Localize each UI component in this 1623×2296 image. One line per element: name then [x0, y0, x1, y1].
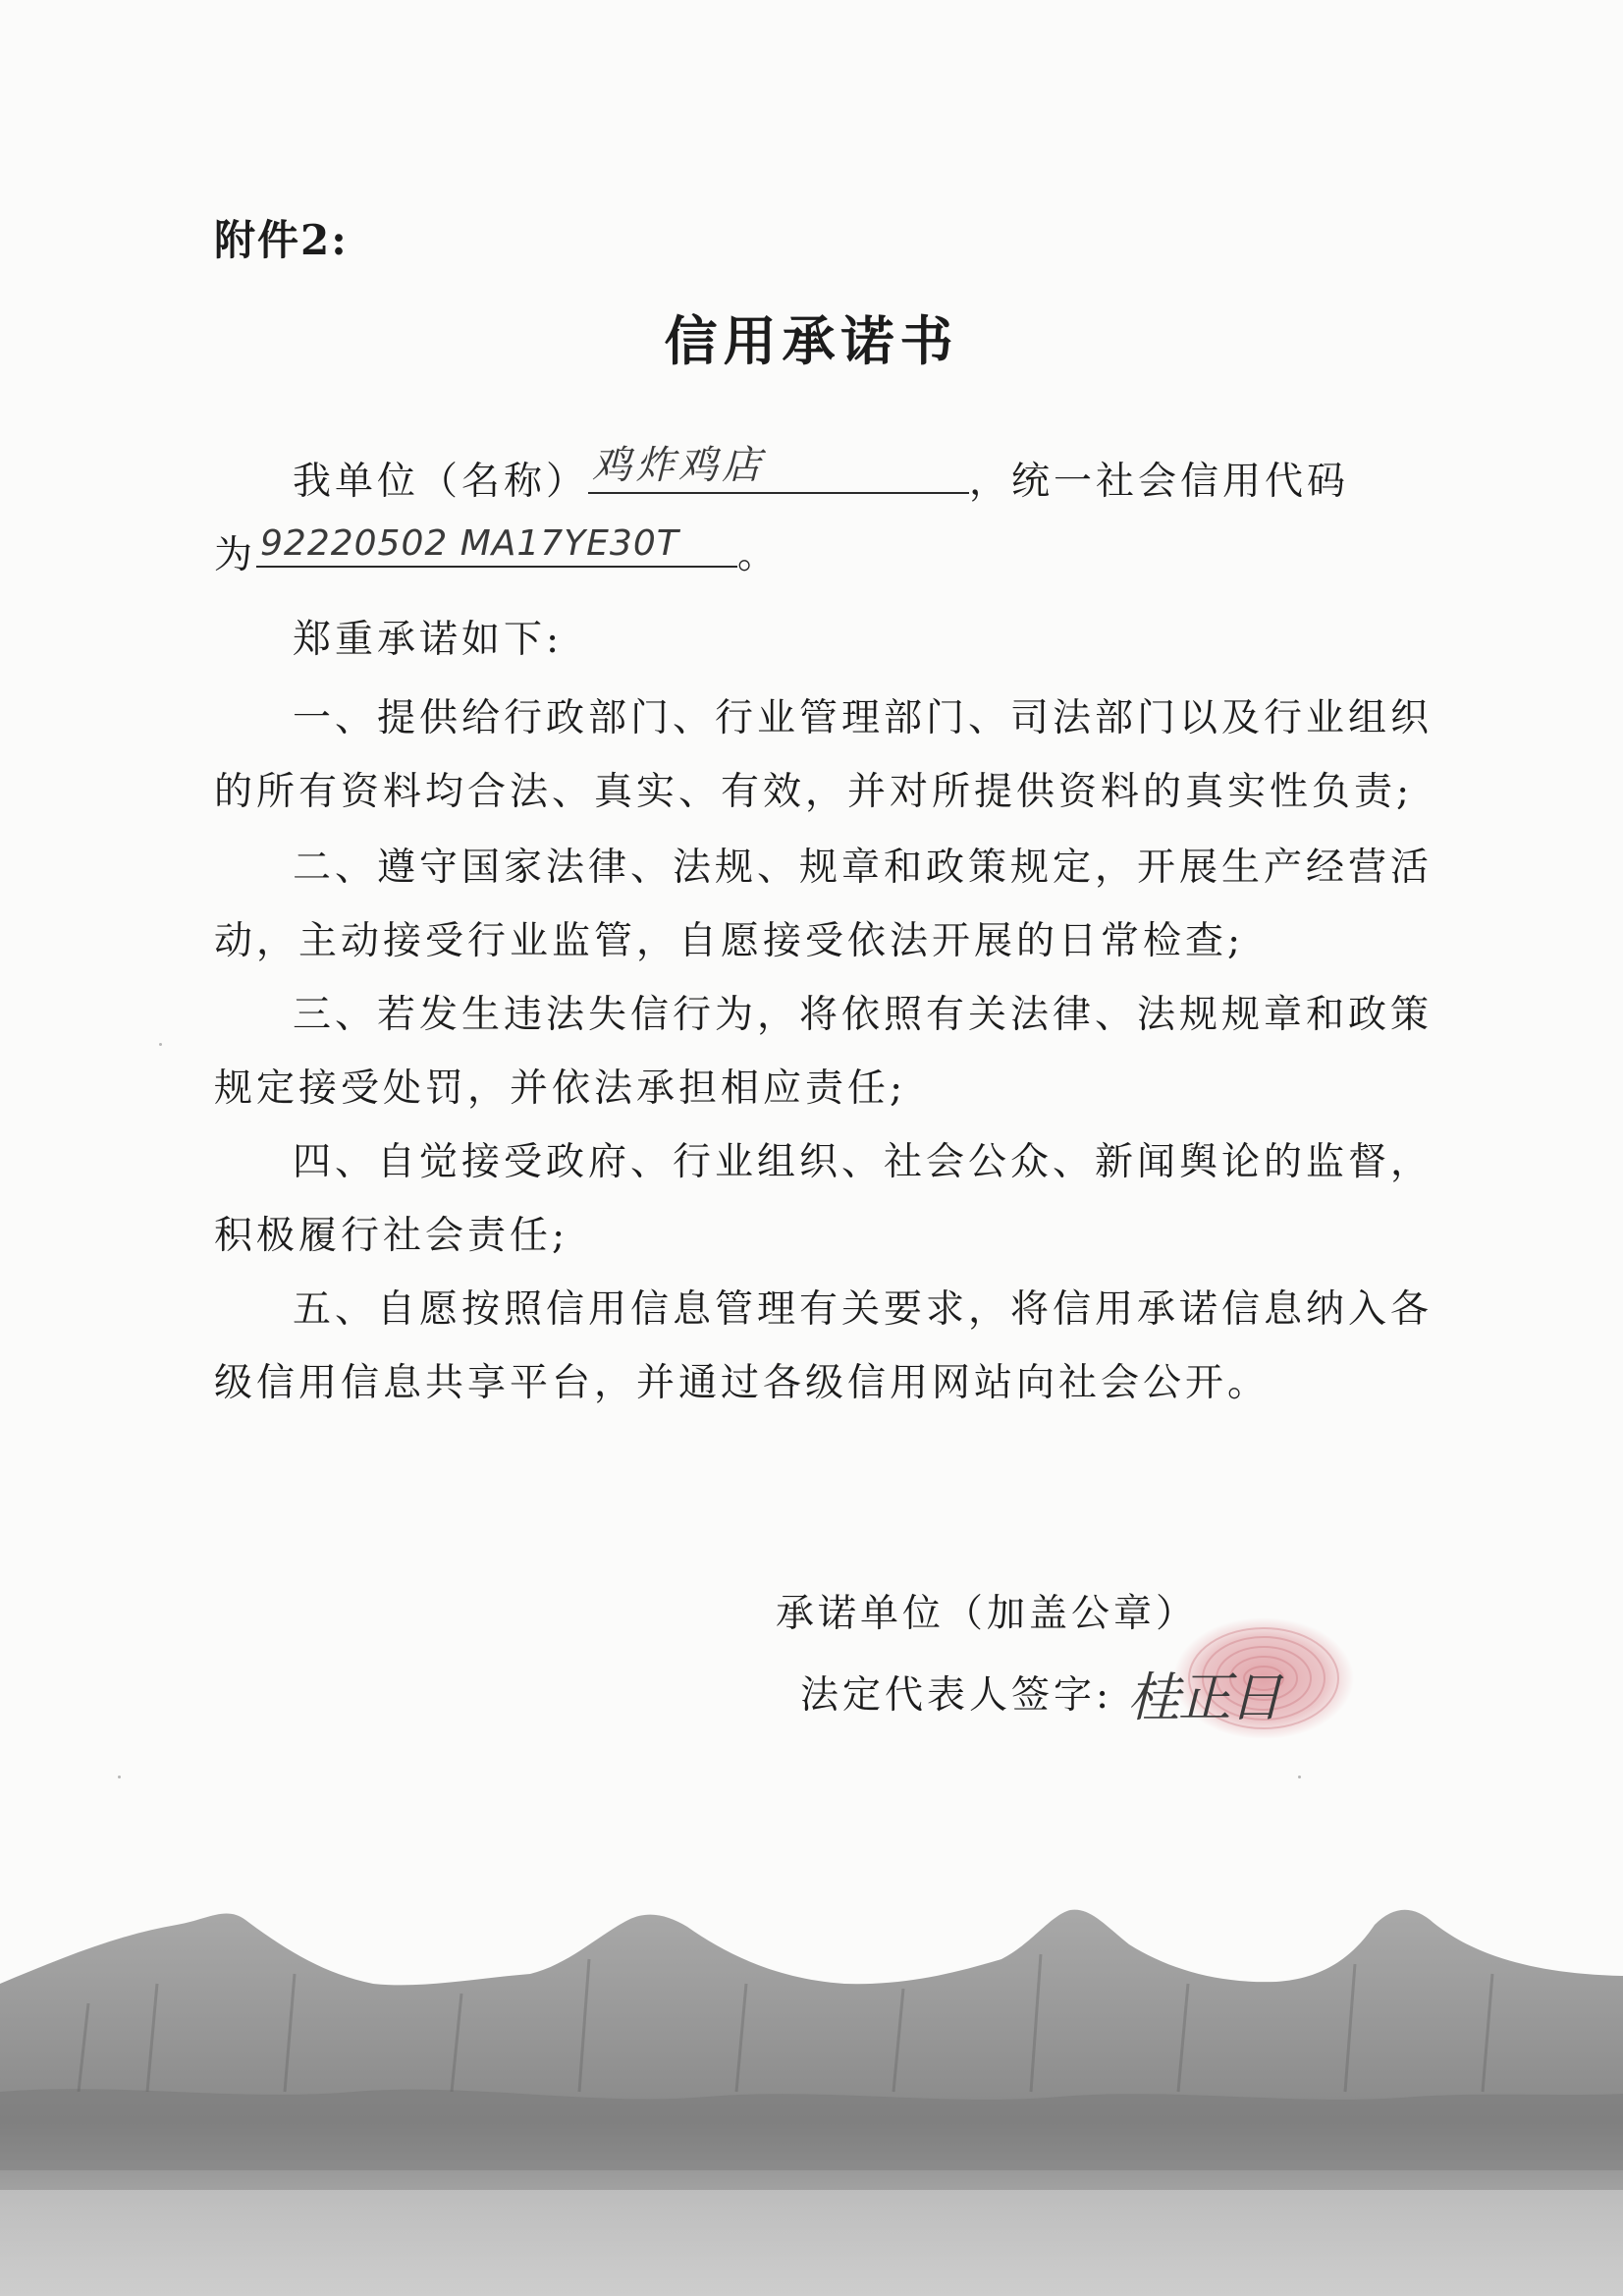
scan-speck	[1298, 1776, 1301, 1778]
intro-line-2	[214, 520, 780, 579]
intro-line-1	[293, 443, 1350, 506]
credit-code-handwriting: 92220502 MA17YE30T	[260, 523, 679, 564]
credit-code-field	[256, 520, 737, 568]
scan-speck	[159, 1043, 162, 1046]
paragraph-5-line-2: 级信用信息共享平台，并通过各级信用网站向社会公开。	[214, 1361, 1271, 1405]
scan-speck	[118, 1776, 121, 1778]
paragraph-4-line-2: 积极履行社会责任;	[214, 1214, 569, 1258]
intro-suffix: ，统一社会信用代码	[969, 460, 1350, 504]
commitment-unit-label: 承诺单位（加盖公章）	[776, 1592, 1199, 1636]
paragraph-3-line-1: 三、若发生违法失信行为，将依照有关法律、法规规章和政策	[293, 993, 1434, 1037]
unit-name-handwriting: 鸡炸鸡店	[592, 443, 766, 488]
unit-name-field	[588, 443, 969, 494]
paragraph-2-line-2: 动，主动接受行业监管，自愿接受依法开展的日常检查;	[214, 919, 1245, 963]
legal-rep-signature: 桂正日	[1127, 1667, 1280, 1728]
paragraph-4-line-1: 四、自觉接受政府、行业组织、社会公众、新闻舆论的监督，	[293, 1140, 1434, 1184]
paragraph-1-line-1: 一、提供给行政部门、行业管理部门、司法部门以及行业组织	[293, 696, 1434, 740]
document-title: 信用承诺书	[664, 309, 959, 372]
paragraph-1-line-2: 的所有资料均合法、真实、有效，并对所提供资料的真实性负责;	[214, 770, 1414, 814]
legal-rep-label: 法定代表人签字:	[800, 1673, 1113, 1718]
code-suffix: 。	[737, 533, 781, 577]
paragraph-5-line-1: 五、自愿按照信用信息管理有关要求，将信用承诺信息纳入各	[293, 1287, 1434, 1332]
paragraph-2-line-1: 二、遵守国家法律、法规、规章和政策规定，开展生产经营活	[293, 846, 1434, 890]
mountain-watermark-icon	[0, 1866, 1623, 2296]
intro-prefix: 我单位（名称）	[293, 460, 589, 504]
promise-intro: 郑重承诺如下:	[293, 618, 564, 662]
code-prefix: 为	[214, 533, 257, 577]
annex-label: 附件2:	[214, 216, 349, 264]
paragraph-3-line-2: 规定接受处罚，并依法承担相应责任;	[214, 1066, 907, 1111]
